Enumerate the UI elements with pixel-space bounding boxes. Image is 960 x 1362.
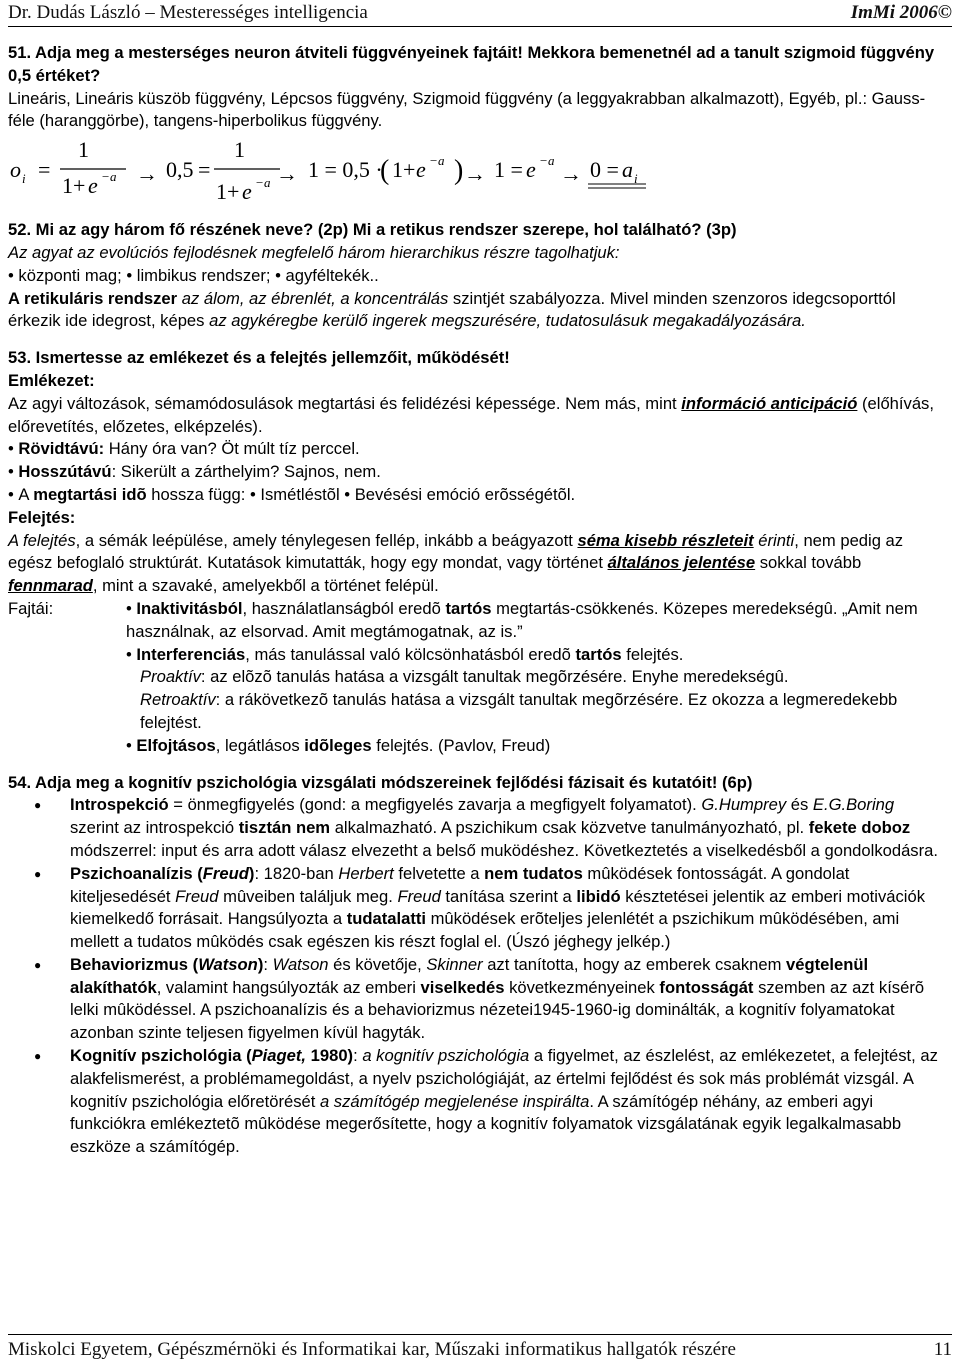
brain-part-2: • limbikus rendszer; [126,266,270,285]
header-course-code: ImMi 2006© [850,2,952,23]
phase-psychoanalysis-bold-3: tudatalatti [346,909,426,929]
researcher-boring: E.G.Boring [812,795,895,815]
formula-e-2: e [242,179,252,205]
forgetting-text-4: , mint a szavaké, amelyekből a történet felépül. [92,576,439,596]
phase-psychoanalysis-text-3: mûködések fontosságát. A gondolat kiteljesedését [70,863,850,906]
formula-half-1: 0,5 [166,157,194,183]
retention-item [8,484,944,507]
phase-psychoanalysis-text-6: késztetései jelentik az emberi motivációk kiemelkedő forrásait. Hangsúlyozta a [70,886,925,929]
type-inactivity-label: Inaktivitásból [136,598,243,618]
type-interference-text-1: , más tanulással való kölcsönhatásból eredõ [245,644,576,664]
page-number: 11 [933,1339,952,1360]
phase-introspection-bold-1: tisztán nem [238,818,331,838]
memory-def-term: információ anticipáció [681,393,858,413]
formula-e-3: e [416,157,426,183]
phase-psychoanalysis-bold-1: nem tudatos [484,863,583,883]
researcher-skinner: Skinner [426,954,483,974]
phase-behaviorism-text-4: , valamint hangsúlyozták az emberi [156,977,421,997]
arrow-2: → [276,161,298,187]
forgetting-emph-4: fennmarad [8,576,93,596]
reticular-paragraph [8,288,944,334]
phase-psychoanalysis-text-7: mûködések erõteljes jelenlétét a pszichikum mûködésében, ami mellett a tudatos mûködés csak egészen kis részt foglal el. (Úszó jéghegy jelkép.) [70,909,900,952]
type-inactivity-bold: tartós [445,598,492,618]
researcher-piaget: Piaget, [251,1046,307,1066]
researcher-watson: Watson [198,954,258,974]
short-term-text: Hány óra van? Öt múlt tíz perccel. [104,439,360,459]
phase-psychoanalysis-text-1: : 1820-ban [254,863,339,883]
phase-behaviorism-title-end: ) [257,954,264,974]
formula-a-5: a [622,157,633,183]
formula-minus-1: − [102,169,110,185]
proactive-label: Proaktív [140,667,201,687]
answer-52-intro-text: Az agyat az evolúciós fejlodésnek megfelelő három hierarchikus részre tagolhatjuk: [8,242,620,262]
retention-pre: A [18,484,34,504]
phase-behaviorism-bold-1: végtelenül alakíthatók [70,954,869,997]
forgetting-term: A felejtés [8,530,76,550]
short-term-label: Rövidtávú: [18,439,105,459]
memory-def-text: Az agyi változások, sémamódosulások megtartási és felidézési képessége. [8,393,561,413]
forgetting-types [8,598,944,758]
proactive-item [126,666,944,689]
forgetting-text-3: sokkal tovább [755,553,862,573]
phase-psychoanalysis-text-2: felvetette a [393,863,485,883]
retroactive-item [126,689,944,735]
formula-zero-eq: 0 = [590,157,619,183]
forgetting-heading: Felejtés: [8,507,76,527]
type-repression-bold: idõleges [304,735,372,755]
answer-51: Lineáris, Lineáris küszöb függvény, Lépcsos függvény, Szigmoid függvény (a leggyakrabban alkalmazott), Egyéb, pl.: Gauss-féle (haranggörbe), tangens-hiperbolikus függvény. [8,88,926,131]
brain-part-3: • agyféltekék.. [275,266,379,285]
retention-text: hossza függ: [146,484,250,504]
type-repression-label: Elfojtásos [136,735,216,755]
formula-one-eq-half: 1 = 0,5 · [308,157,383,183]
retention-label: megtartási idõ [33,484,147,504]
type-interference-label: Interferenciás [136,644,246,664]
memory-definition [8,393,944,439]
phase-cognitive-title-end: 1980) [306,1046,354,1066]
phase-introspection-text-4: alkalmazható. A pszichikum csak közvetve tanulmányozható, pl. [330,818,809,838]
reticular-functions: az álom, az ébrenlét, a koncentrálás [181,288,449,308]
formula-eq-2: = [198,157,211,183]
retroactive-label: Retroaktív [140,690,216,710]
arrow-4: → [560,161,582,187]
phase-behaviorism-text-5: következményeinek [504,977,660,997]
formula-one-plus: 1+ [392,157,416,183]
question-51: 51. Adja meg a mesterséges neuron átviteli függvényeinek fajtáit! Mekkora bemenetnél ad a tanult szigmoid függvény 0,5 értéket? [8,43,935,85]
formula-e-4: e [526,157,536,183]
phase-psychoanalysis-text-5: tanítása szerint a [440,886,577,906]
formula-den-2: 1+ [216,179,240,205]
phase-cognitive-text-2: a figyelmet, az észlelést, az emlékezetet, a felejtést, az alakfelismerést, a problémamegoldást, a nyelv pszichológiáját, az értelmi fejlődést és sok más problémát vizsgál. A kognitív pszichológia előretörését [70,1046,938,1111]
phase-psychoanalysis-title: Pszichoanalízis ( [70,863,203,883]
formula-e-1: e [88,173,98,199]
phase-introspection-text-5: módszerrel: input és arra adott válasz elvezetht a belső muködéshez. Következtetés a viselkedésből a gondolkodásra. [70,840,938,860]
phase-behaviorism-text-6: szemben az azt kísérõ lelki mûködéssel. A pszichoanalízis és a behaviorizmus nézetei1945-1960-ig dominálták, a kognitív folyamatokat azonban szinte teljesen figyelmen kívül hagyták. [70,977,925,1043]
arrow-3: → [464,161,486,187]
memory-def-text-2: Nem más, mint [560,393,682,413]
phase-behaviorism-bold-3: fontosságát [659,977,754,997]
phase-behaviorism-text-2: és követője, [328,954,427,974]
brain-parts-list [8,265,944,288]
forgetting-emph-1: séma kisebb részleteit [577,530,754,550]
question-52: 52. Mi az agy három fő részének neve? (2p) Mi a retikus rendszer szerepe, hol található? (3p) [8,220,737,240]
formula-den-1: 1+ [62,173,86,199]
formula-a-4: a [548,153,555,169]
type-interference-text-2: felejtés. [621,644,684,664]
question-54: 54. Adja meg a kognitív pszichológia vizsgálati módszereinek fejlődési fázisait és kutatóit! (6p) [8,772,753,792]
researcher-freud: Freud [202,863,249,883]
forgetting-text-1: , a sémák leépülése, amely ténylegesen fellép, inkább a beágyazott [75,530,578,550]
formula-num-1: 1 [78,137,89,163]
formula-sub-i-2: i [634,171,638,187]
type-repression-text-1: , legátlásos [215,735,305,755]
phase-psychoanalysis-text-4: mûveiben találjuk meg. [218,886,398,906]
forgetting-text-2: , nem pedig az egész befoglaló struktúrát. Kutatások kimutatták, hogy egy mondat, vagy történet [8,530,904,573]
phase-cognitive-italic-2: a számítógép megjelenése inspirálta [319,1091,590,1111]
answer-52-intro [8,242,944,265]
phase-cognitive-text-1: : [353,1046,363,1066]
phase-behaviorism-bold-2: viselkedés [420,977,505,997]
memory-def-text-3: (előhívás, előrevetítés, előzetes, elképzelés). [8,393,934,436]
page-header [8,0,952,27]
question-53: 53. Ismertesse az emlékezet és a felejtés jellemzőit, működését! [8,348,510,368]
retention-factor-2: • Bevésési emóció erõsségétõl. [344,485,575,504]
memory-heading: Emlékezet: [8,370,95,390]
formula-minus-3: − [430,153,438,169]
page-footer [8,1334,952,1361]
phase-cognitive-title: Kognitív pszichológia ( [70,1046,252,1066]
phase-cognitive [8,1045,944,1159]
type-interference-bold: tartós [575,644,622,664]
formula-a-1: a [110,169,117,185]
arrow-1: → [136,161,158,187]
researcher-humprey: G.Humprey [701,795,787,815]
type-interference [126,644,944,667]
sigmoid-formula-svg [8,137,648,209]
method-phases-list [8,794,944,1159]
brain-part-1: • központi mag; [8,266,122,285]
phase-introspection [8,794,944,862]
phase-introspection-text-1: = önmegfigyelés (gond: a megfigyelés zavarja a megfigyelt folyamatot). [168,795,702,815]
type-repression [126,735,944,758]
formula-rpar: ) [454,155,464,187]
researcher-freud-3: Freud [397,886,441,906]
researcher-watson-2: Watson [272,954,329,974]
formula-sub-i: i [22,171,26,187]
phase-cognitive-italic-1: a kognitív pszichológia [362,1046,530,1066]
long-term-item [8,461,944,484]
phase-behaviorism-text-1: : [263,954,273,974]
phase-behaviorism-title: Behaviorizmus ( [70,954,199,974]
phase-psychoanalysis-title-end: ) [248,863,255,883]
type-repression-text-2: felejtés. (Pavlov, Freud) [371,735,551,755]
phase-behaviorism-text-3: azt tanította, hogy az emberek csaknem [482,954,787,974]
retroactive-text: : a rákövetkezõ tanulás hatása a vizsgált tanultak megõrzésére. Ez okozza a legmeredekebb felejtést. [140,690,898,732]
short-term-item [8,438,944,461]
phase-behaviorism [8,954,944,1045]
formula-minus-2: − [256,175,264,191]
phase-psychoanalysis [8,863,944,954]
forgetting-emph-3: általános jelentése [607,553,756,573]
forgetting-paragraph [8,530,944,598]
long-term-text: : Sikerült a zárthelyim? Sajnos, nem. [111,462,381,482]
phase-psychoanalysis-bold-2: libidó [576,886,621,906]
reticular-term: A retikuláris rendszer [8,288,178,308]
phase-introspection-text-3: szerint az introspekció [70,818,239,838]
long-term-label: Hosszútávú [18,462,112,482]
phase-cognitive-text-3: . A számítógép néhány, az emberi agyi funkciókra emlékeztetõ mûködése megerősítette, hogy a kognitív folyamatok vizsgálatának egyik legalkalmasabb eszköze a számítógép. [70,1091,902,1157]
formula-one-eq: 1 = [494,157,523,183]
reticular-text: szintjét szabályozza. Mivel minden szenzoros idegcsoporttól érkezik ide idegrost, képes [8,288,896,331]
formula-a-3: a [438,153,445,169]
formula-o: o [10,157,21,183]
researcher-herbert: Herbert [338,863,394,883]
type-inactivity-text-1: , használatlanságból eredõ [242,598,446,618]
researcher-freud-2: Freud [175,886,219,906]
proactive-text: : az elõzõ tanulás hatása a vizsgált tanultak megõrzésére. Enyhe meredekségû. [200,667,789,687]
formula-num-2: 1 [234,137,245,163]
forgetting-emph-2: érinti [758,530,795,550]
type-inactivity-text-2: megtartás-csökkenés. Közepes meredekségû. „Amit nem használnak, az elsorvad. Amit megtámogatnak, az is.” [126,598,918,641]
reticular-text-2: az agykéregbe kerülő ingerek megszurésére, tudatosulásuk megakadályozására. [209,311,806,331]
header-author-title: Dr. Dudás László – Mesterességes intelligencia [8,2,368,23]
phase-introspection-bold-2: fekete doboz [808,818,911,838]
formula-lpar: ( [380,155,390,187]
formula-a-2: a [264,175,271,191]
retention-factor-1: • Ismétléstõl [250,485,340,504]
formula-minus-4: − [540,153,548,169]
forgetting-types-label: Fajtái: [8,598,54,618]
sigmoid-formula [8,137,944,209]
formula-eq: = [38,157,51,183]
phase-introspection-text-2: és [786,795,813,815]
footer-institution: Miskolci Egyetem, Gépészmérnöki és Informatikai kar, Műszaki informatikus hallgatók részére [8,1339,736,1360]
type-inactivity [126,598,944,644]
page-content [8,42,944,1159]
phase-introspection-title: Introspekció [70,795,169,815]
